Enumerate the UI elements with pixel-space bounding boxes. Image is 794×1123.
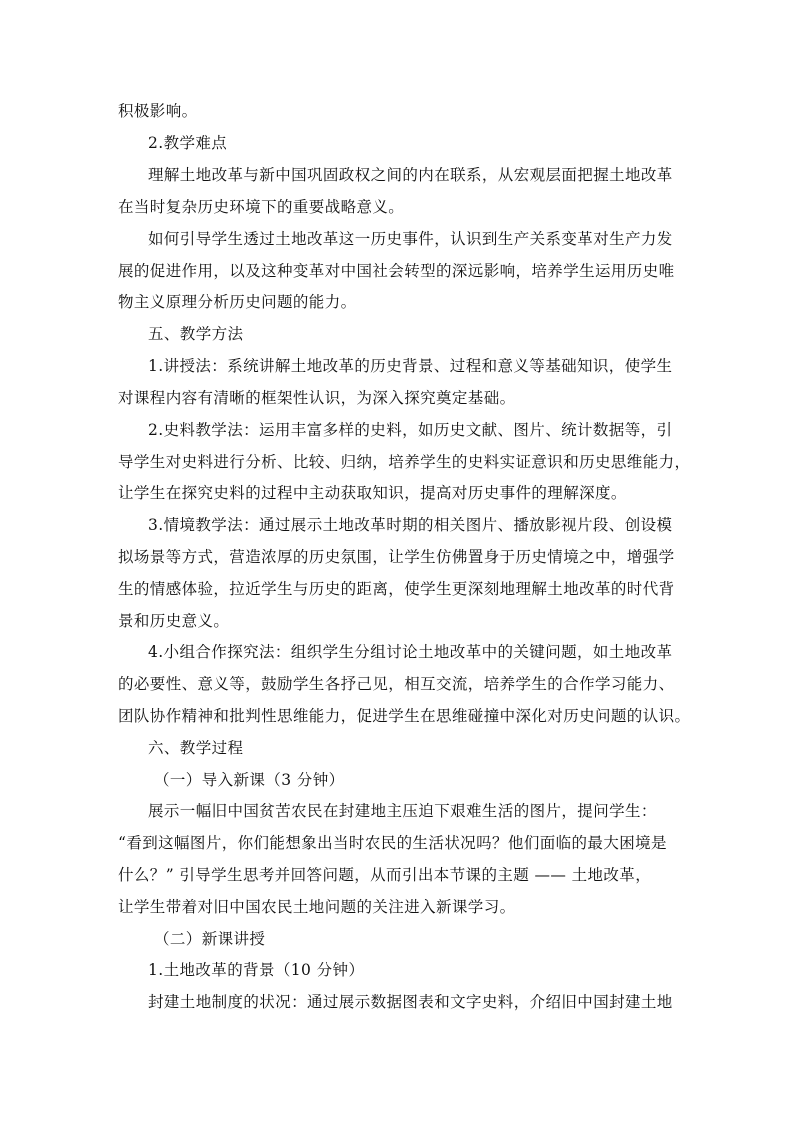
text-line: 拟场景等方式，营造浓厚的历史氛围，让学生仿佛置身于历史情境之中，增强学 [118,548,675,566]
text-line: 景和历史意义。 [118,612,230,630]
text-line: 4.小组合作探究法：组织学生分组讨论土地改革中的关键问题，如土地改革 [148,643,673,661]
text-line: 积极影响。 [118,102,198,120]
text-line: 理解土地改革与新中国巩固政权之间的内在联系，从宏观层面把握土地改革 [148,166,673,184]
text-line: 的必要性、意义等，鼓励学生各抒己见，相互交流，培养学生的合作学习能力、 [118,675,675,693]
subsection-heading: 1.土地改革的背景（10 分钟） [148,961,365,979]
text-line: 物主义原理分析历史问题的能力。 [118,293,357,311]
text-line: 团队协作精神和批判性思维能力，促进学生在思维碰撞中深化对历史问题的认识。 [118,707,691,725]
text-line: 1.讲授法：系统讲解土地改革的历史背景、过程和意义等基础知识，使学生 [148,357,673,375]
text-line: 什么？” 引导学生思考并回答问题，从而引出本节课的主题 —— 土地改革， [118,866,652,884]
text-line: 展的促进作用，以及这种变革对中国社会转型的深远影响，培养学生运用历史唯 [118,262,675,280]
text-line: “看到这幅图片，你们能想象出当时农民的生活状况吗？他们面临的最大困境是 [118,834,667,852]
text-line: 展示一幅旧中国贫苦农民在封建地主压迫下艰难生活的图片，提问学生： [148,802,657,820]
subsection-heading: （一）导入新课（3 分钟） [154,771,345,789]
section-heading: 六、教学过程 [148,739,244,757]
text-line: 封建土地制度的状况：通过展示数据图表和文字史料，介绍旧中国封建土地 [148,993,673,1011]
subsection-heading: 2.教学难点 [148,134,228,152]
text-line: 在当时复杂历史环境下的重要战略意义。 [118,198,405,216]
text-line: 生的情感体验，拉近学生与历史的距离，使学生更深刻地理解土地改革的时代背 [118,580,675,598]
text-line: 对课程内容有清晰的框架性认识，为深入探究奠定基础。 [118,389,516,407]
text-line: 让学生带着对旧中国农民土地问题的关注进入新课学习。 [118,898,516,916]
text-line: 3.情境教学法：通过展示土地改革时期的相关图片、播放影视片段、创设模 [148,516,673,534]
section-heading: 五、教学方法 [148,325,244,343]
text-line: 如何引导学生透过土地改革这一历史事件，认识到生产关系变革对生产力发 [148,230,673,248]
text-line: 2.史料教学法：运用丰富多样的史料，如历史文献、图片、统计数据等，引 [148,421,673,439]
text-line: 导学生对史料进行分析、比较、归纳，培养学生的史料实证意识和历史思维能力， [118,453,691,471]
subsection-heading: （二）新课讲授 [154,930,266,948]
text-line: 让学生在探究史料的过程中主动获取知识，提高对历史事件的理解深度。 [118,484,627,502]
